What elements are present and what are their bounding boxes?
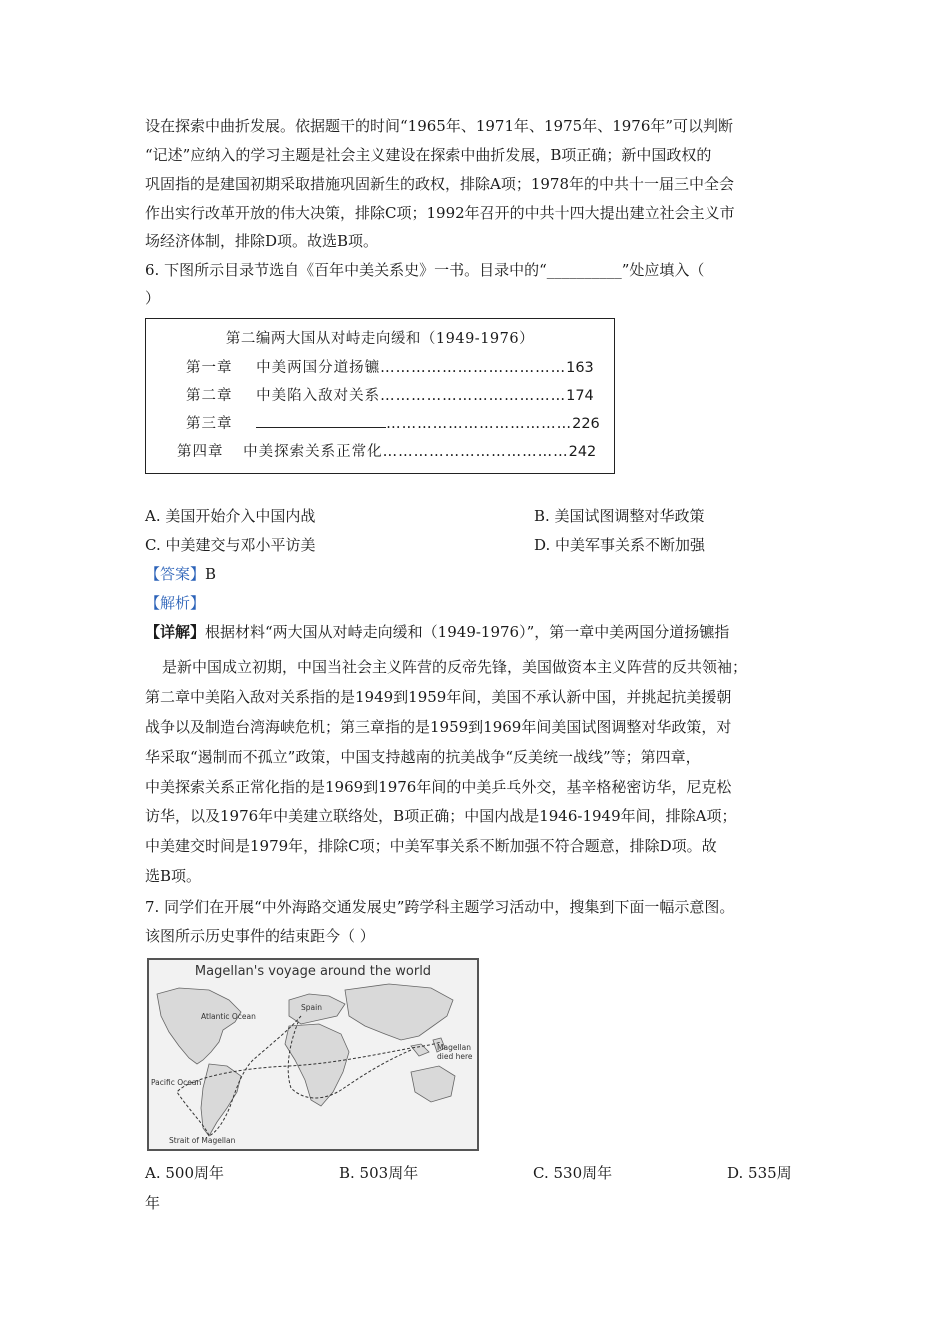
toc-blank	[256, 413, 386, 428]
map-title: Magellan's voyage around the world	[194, 964, 432, 979]
detail-line: 访华，以及1976年中美建立联络处，B项正确；中国内战是1946-1949年间，排除A项；	[145, 807, 737, 825]
answer-value: B	[205, 565, 217, 583]
map-label-spain: Spain	[301, 1003, 322, 1012]
map-label-died-line1: Magellan	[437, 1043, 471, 1052]
answer-line	[145, 564, 216, 584]
detail-tag: 【详解】	[145, 623, 206, 641]
answer-tag: 【答案】	[145, 565, 206, 583]
toc-chapter-name: 中美陷入敌对关系	[256, 388, 381, 404]
toc-dots: ………………………………	[386, 416, 573, 432]
toc-row	[186, 356, 594, 377]
option-c[interactable]: C. 中美建交与邓小平访美	[145, 536, 316, 554]
toc-chapter: 第三章	[186, 416, 233, 432]
north-america-shape	[157, 988, 241, 1064]
option-b[interactable]: B. 503周年	[339, 1164, 419, 1182]
map-label-atlantic: Atlantic Ocean	[201, 1012, 256, 1021]
detail-line: 中美探索关系正常化指的是1969到1976年间的中美乒乓外交，基辛格秘密访华，尼克松	[145, 778, 732, 796]
analysis-tag: 【解析】	[145, 594, 206, 612]
toc-row	[186, 384, 594, 405]
paragraph-line: 场经济体制，排除D项。故选B项。	[145, 232, 379, 250]
option-c[interactable]: C. 530周年	[533, 1164, 613, 1182]
option-a[interactable]: A. 美国开始介入中国内战	[145, 507, 316, 525]
asia-shape	[345, 984, 453, 1040]
toc-page: 242	[568, 444, 597, 460]
option-d[interactable]: D. 535周	[727, 1164, 792, 1182]
question-7-stem: 7. 同学们在开展“中外海路交通发展史”跨学科主题学习活动中，搜集到下面一幅示意图。	[145, 898, 735, 916]
toc-row	[177, 440, 596, 461]
paragraph-line: “记述”应纳入的学习主题是社会主义建设在探索中曲折发展，B项正确；新中国政权的	[145, 146, 712, 164]
detail-line: 选B项。	[145, 867, 202, 885]
option-a[interactable]: A. 500周年	[145, 1164, 224, 1182]
option-d[interactable]: D. 中美军事关系不断加强	[534, 536, 706, 554]
map-label-pacific: Pacific Ocean	[151, 1078, 202, 1087]
table-of-contents	[145, 318, 615, 474]
question-6-stem-end: ）	[145, 289, 161, 307]
paragraph-line: 巩固指的是建国初期采取措施巩固新生的政权，排除A项；1978年的中共十一届三中全会	[145, 175, 735, 193]
option-d-wrap: 年	[145, 1194, 161, 1212]
toc-chapter-name: 中美探索关系正常化	[243, 444, 383, 460]
toc-chapter: 第四章	[177, 444, 224, 460]
toc-chapter: 第二章	[186, 388, 233, 404]
toc-dots: ………………………………	[380, 388, 567, 404]
toc-page: 163	[566, 360, 594, 376]
toc-page: 174	[566, 388, 594, 404]
detail-line: 中美建交时间是1979年，排除C项；中美军事关系不断加强不符合题意，排除D项。故	[145, 837, 717, 855]
toc-page: 226	[572, 416, 600, 432]
toc-chapter-name: 中美两国分道扬镳	[256, 360, 381, 376]
africa-shape	[285, 1024, 349, 1106]
option-b[interactable]: B. 美国试图调整对华政策	[534, 507, 705, 525]
detail-line: 战争以及制造台湾海峡危机；第三章指的是1959到1969年间美国试图调整对华政策，对	[145, 718, 732, 736]
magellan-voyage-map	[147, 958, 479, 1151]
detail-line	[145, 622, 729, 642]
detail-line: 华采取“遏制而不孤立”政策，中国支持越南的抗美战争“反美统一战线”等；第四章，	[145, 748, 701, 766]
map-label-strait: Strait of Magellan	[169, 1136, 236, 1145]
detail-line: 是新中国成立初期，中国当社会主义阵营的反帝先锋，美国做资本主义阵营的反共领袖；	[162, 658, 748, 676]
detail-text: 根据材料“两大国从对峙走向缓和（1949-1976）”，第一章中美两国分道扬镳指	[205, 623, 730, 641]
south-america-shape	[201, 1064, 241, 1136]
question-7-stem-end: 该图所示历史事件的结束距今（ ）	[145, 927, 375, 945]
detail-line: 第二章中美陷入敌对关系指的是1949到1959年间，美国不承认新中国，并挑起抗美援朝	[145, 688, 732, 706]
paragraph-line: 作出实行改革开放的伟大决策，排除C项；1992年召开的中共十四大提出建立社会主义市	[145, 204, 735, 222]
question-6-stem: 6. 下图所示目录节选自《百年中美关系史》一书。目录中的“__________”处应填入（	[145, 261, 705, 279]
toc-dots: ………………………………	[382, 444, 569, 460]
australia-shape	[411, 1066, 455, 1102]
toc-row	[186, 412, 600, 433]
paragraph-line: 设在探索中曲折发展。依据题干的时间“1965年、1971年、1975年、1976年”可以判断	[145, 117, 734, 135]
map-label-died-line2: died here	[437, 1052, 473, 1061]
toc-chapter: 第一章	[186, 360, 233, 376]
world-map-drawing	[149, 960, 477, 1149]
toc-title: 第二编两大国从对峙走向缓和（1949-1976）	[225, 331, 535, 347]
toc-dots: ………………………………	[380, 360, 567, 376]
